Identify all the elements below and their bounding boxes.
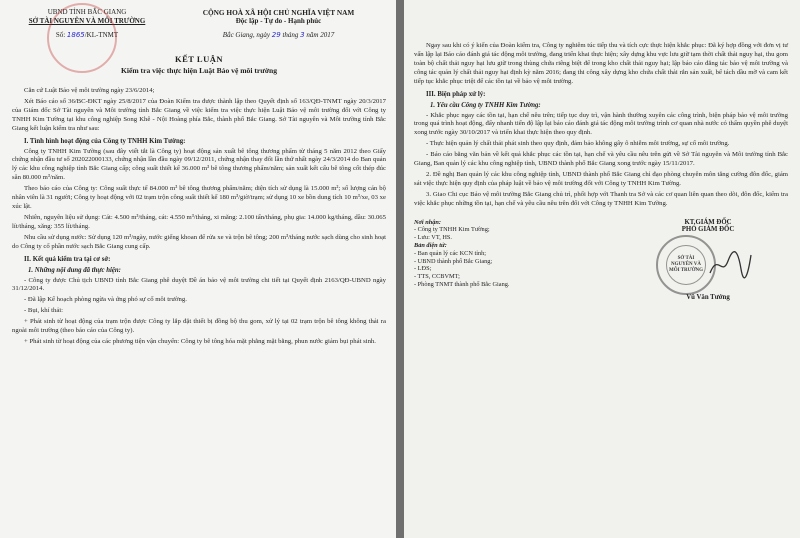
body-paragraph: 2. Đề nghị Ban quản lý các khu công nghiệp tỉnh, UBND thành phố Bắc Giang chỉ đạo phòng chuyên môn tăng cường đôn đốc, giám sát việc thực hiện quy định của pháp luật về bảo vệ môi trường đối với Công ty TNHH Kim Tường. [414,170,788,187]
body-paragraph: - Bụi, khí thải: [24,307,64,315]
seal-text: SỞ TÀI NGUYÊN VÀ MÔI TRƯỜNG [666,245,706,285]
document-title: KẾT LUẬN [174,54,223,64]
body-paragraph: - Báo cáo bằng văn bản về kết quả khắc phục các tồn tại, hạn chế và yêu cầu nêu trên gửi về Sở Tài nguyên và Môi trường tỉnh Bắc Giang, Ban quản lý các khu công nghiệp tỉnh, UBND thành phố Bắc Giang xong trước ngày 15/11/2017. [414,151,788,168]
recipient-item: - Lưu: VT, HS. [414,234,452,242]
section-heading-2: II. Kết quả kiểm tra tại cơ sở: [24,255,111,263]
red-stamp-mark [47,3,117,73]
recipients-label: Nơi nhận: [414,218,442,226]
body-paragraph: - Đã lập Kế hoạch phòng ngừa và ứng phó sự cố môi trường. [24,296,187,304]
body-paragraph: + Phát sinh từ hoạt động của trạm trộn được Công ty lắp đặt thiết bị đồng bộ thu gom, xử lý tại 02 trạm trộn bê tông không thải ra ngoài môi trường (theo báo cáo của Công ty). [12,318,386,335]
body-paragraph: Ngay sau khi có ý kiến của Đoàn kiểm tra, Công ty nghiêm túc tiếp thu và tích cực thực hiện khắc phục: Đã ký hợp đồng với đơn vị tư vấn lập lại Báo cáo đánh giá tác động môi trường, đang triển khai thực hiện; xây dựng khu vực lưu giữ tạm thời chất thải nguy hại, thu gom toàn bộ chất thải nguy hại lưu giữ trong thùng chứa riêng biệt để trong kho chất thải nguy hại; lập báo cáo đăng tác bảo vệ môi trường và công tác quản lý chất thải nguy hại định kỳ năm 2016; đang thi công xây dựng kho chứa chất thải rắn sản xuất, bể tách dầu mỡ và cam kết tiếp tục khắc phục triệt để các tồn tại về bảo vệ môi trường. [414,42,788,85]
body-paragraph: 3. Giao Chi cục Bảo vệ môi trường Bắc Giang chủ trì, phối hợp với Thanh tra Sở và các cơ quan liên quan theo dõi, đôn đốc, kiểm tra việc khắc phục những tồn tại, hạn chế và yêu cầu nêu trên đối với Công ty TNHH Kim Tường. [414,190,788,207]
recipients-block [414,219,589,302]
subsection-heading: 1. Yêu cầu Công ty TNHH Kim Tường: [430,101,541,109]
national-title: CỘNG HOÀ XÃ HỘI CHỦ NGHĨA VIỆT NAM [202,8,355,17]
parent-agency: UBND TỈNH BẮC GIANG [47,8,127,16]
electronic-copy-label: Bản điện tử: [414,241,447,249]
signer-block [628,219,788,302]
subsection-heading: 1. Những nội dung đã thực hiện: [28,266,121,274]
signature-mark [708,249,753,279]
recipient-item: - UBND thành phố Bắc Giang; [414,257,493,265]
issuing-agency-block [12,8,162,40]
official-seal [656,235,716,295]
document-subtitle: Kiểm tra việc thực hiện Luật Bảo vệ môi trường [120,66,278,75]
signer-authority: KT.GIÁM ĐỐC [684,218,732,226]
signature-area [414,219,788,302]
national-heading-block [171,8,386,40]
document-page-right [404,0,800,538]
document-header [12,8,386,40]
body-paragraph: - Thực hiện quản lý chất thải phát sinh theo quy định, đảm bảo không gây ô nhiễm môi trường, sự cố môi trường. [426,140,730,148]
section-heading-1: I. Tình hình hoạt động của Công ty TNHH Kim Tường: [24,137,186,145]
body-paragraph: Công ty TNHH Kim Tường (sau đây viết tắt là Công ty) hoạt động sản xuất bê tông thương phẩm từ tháng 5 năm 2012 theo Giấy chứng nhận đầu tư số 202022000133, chứng nhận lần đầu ngày 09/12/2011, chứng nhận thay đổi lần thứ nhất ngày 24/3/2014 do Ban quản lý các khu công nghiệp tỉnh Bắc Giang cấp; công suất thiết kế 36.000 m³ bê tông thương phẩm/năm; sản xuất kết cấu bê tông cốt thép đúc sẵn 80.000 m³/năm. [12,147,386,182]
body-paragraph: Nhiên, nguyên liệu sử dụng: Cát: 4.500 m³/tháng, cát: 4.550 m³/tháng, xi măng: 2.100 tấn/tháng, phụ gia: 14.000 kg/tháng, dầu: 30.065 lít/tháng, xăng: 355 lít/tháng. [12,213,386,230]
recipient-item: - Ban quản lý các KCN tỉnh; [414,249,487,257]
signer-title: PHÓ GIÁM ĐỐC [681,226,735,234]
section-heading-3: III. Biện pháp xử lý: [426,90,486,98]
body-paragraph: - Công ty được Chủ tịch UBND tỉnh Bắc Giang phê duyệt Đề án bảo vệ môi trường chi tiết tại Quyết định 2163/QĐ-UBND ngày 31/12/2014. [12,276,386,293]
page-gutter [396,0,404,538]
reference-number: Số: 1865/KL-TNMT [55,31,119,39]
body-paragraph: Căn cứ Luật Bảo vệ môi trường ngày 23/6/2014; [24,87,155,94]
recipient-item: - Công ty TNHH Kim Tường; [414,226,490,234]
body-paragraph: Nhu cầu sử dụng nước: Sử dụng 120 m³/ngày, nước giếng khoan để rửa xe và trộn bê tông; 200 m³/tháng nước sạch dùng cho sinh hoạt do Công ty cổ phần nước sạch Bắc Giang cung cấp. [12,233,386,250]
document-page-left [0,0,396,538]
national-motto: Độc lập - Tự do - Hạnh phúc [235,17,322,25]
recipient-item: - Phòng TNMT thành phố Bắc Giang. [414,280,510,288]
body-paragraph: + Phát sinh từ hoạt động của các phương tiện vận chuyển: Công ty bê tông hóa mặt phẳng mặt bằng, phun nước giảm bụi phát sinh. [24,337,376,345]
recipient-item: - TTS, CCBVMT; [414,273,460,281]
body-paragraph: Xét Báo cáo số 36/BC-ĐKT ngày 25/8/2017 của Đoàn Kiểm tra được thành lập theo Quyết định số 163/QĐ-TNMT ngày 20/3/2017 của Giám đốc Sở Tài nguyên và Môi trường tỉnh Bắc Giang về việc kiểm tra việc thực hiện Luật Bảo vệ môi trường đối với Công ty TNHH Kim Tường tại khu công nghiệp Song Khê - Nội Hoàng phía Bắc, thành phố Bắc Giang. Sở Tài nguyên và Môi trường tỉnh Bắc Giang kết luận kiểm tra như sau: [12,97,386,132]
issue-date: Bắc Giang, ngày 29 tháng 3 năm 2017 [222,31,335,39]
signer-name: Vũ Văn Tưởng [686,294,730,302]
body-paragraph: - Khắc phục ngay các tồn tại, hạn chế nêu trên; tiếp tục duy trì, vận hành thường xuyên các công trình, biện pháp bảo vệ môi trường trong quá trình hoạt động, đẩy nhanh tiến độ lập lại báo cáo đánh giá tác động môi trường trình cơ quan nhà nước có thẩm quyền phê duyệt xong trước ngày 30/10/2017 và triển khai thực hiện theo quy định. [414,111,788,137]
body-paragraph: Theo báo cáo của Công ty: Công suất thực tế 84.000 m³ bê tông thương phẩm/năm; diện tích sử dụng là 15.000 m²; số lượng cán bộ nhân viên là 31 người; Công ty hoạt động với 02 trạm trộn công suất thiết kế 180 m³/giờ/trạm; sử dụng 10 xe bồn dung tích 10 m³/xe, 03 xe xúc lật. [12,185,386,210]
issuing-agency: SỞ TÀI NGUYÊN VÀ MÔI TRƯỜNG [28,17,146,25]
recipient-item: - LĐS; [414,265,432,273]
